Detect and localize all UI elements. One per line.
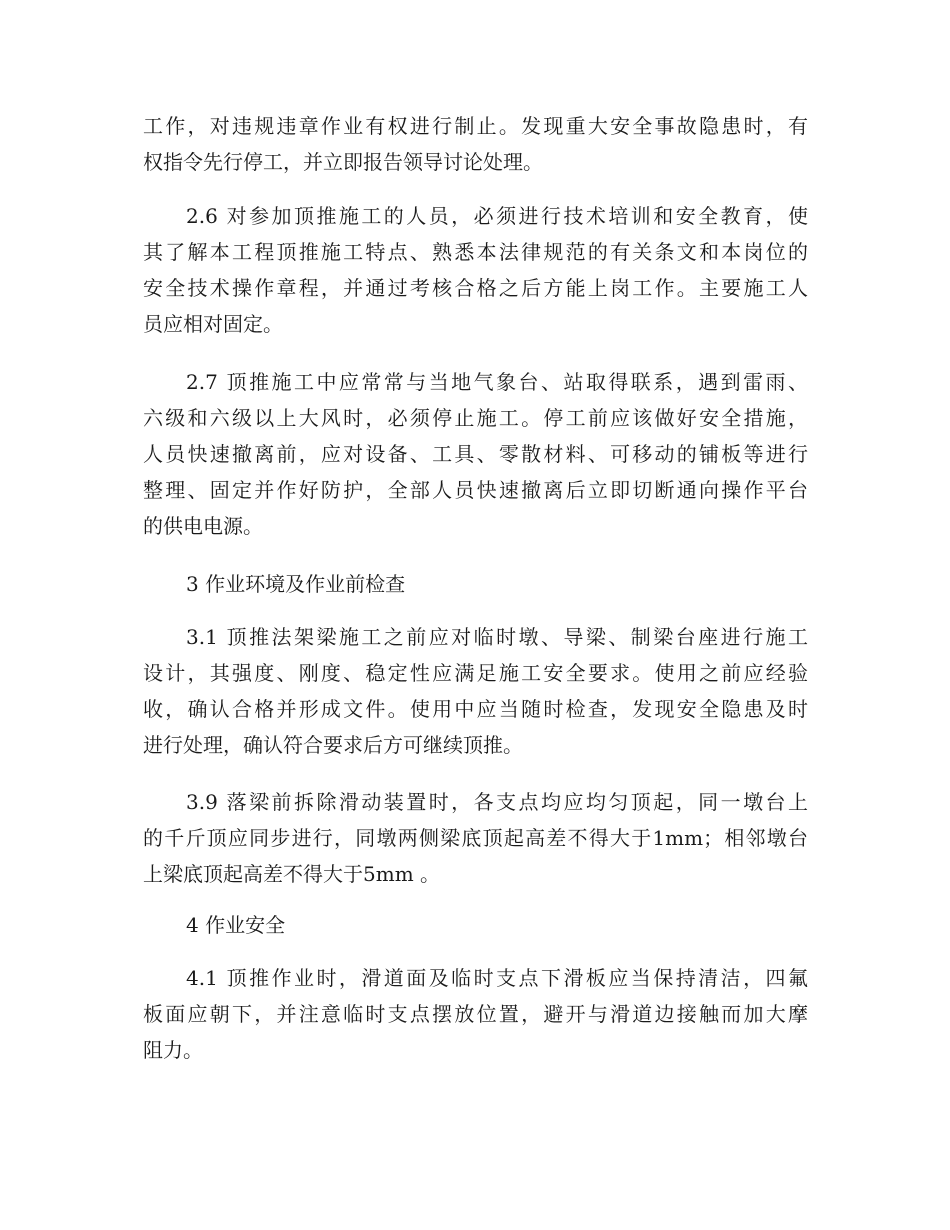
- text-line: 的千斤顶应同步进行，同墩两侧梁底顶起高差不得大于1mm；相邻墩台: [143, 826, 808, 850]
- text-line: 2.6 对参加顶推施工的人员，必须进行技术培训和安全教育，使: [186, 204, 808, 228]
- text-line: 阻力。: [143, 1038, 203, 1062]
- section-heading-4: [143, 907, 808, 943]
- paragraph-3-9: [143, 784, 808, 892]
- text-line: 3.9 落梁前拆除滑动装置时，各支点均应均匀顶起，同一墩台上: [186, 790, 808, 814]
- text-line: 整理、固定并作好防护，全部人员快速撤离后立即切断通向操作平台: [143, 478, 808, 502]
- section-heading: 3 作业环境及作业前检查: [186, 572, 406, 596]
- text-line: 3.1 顶推法架梁施工之前应对临时墩、导梁、制梁台座进行施工: [186, 625, 808, 649]
- section-heading-3: [143, 566, 808, 602]
- text-line: 员应相对固定。: [143, 312, 283, 336]
- text-line: 六级和六级以上大风时，必须停止施工。停工前应该做好安全措施，: [143, 406, 808, 430]
- text-line: 2.7 顶推施工中应常常与当地气象台、站取得联系，遇到雷雨、: [186, 370, 808, 394]
- text-line: 工作，对违规违章作业有权进行制止。发现重大安全事故隐患时，有: [143, 114, 808, 138]
- paragraph-2-6: [143, 198, 808, 342]
- text-line: 其了解本工程顶推施工特点、熟悉本法律规范的有关条文和本岗位的: [143, 240, 808, 264]
- text-line: 进行处理，确认符合要求后方可继续顶推。: [143, 733, 523, 757]
- text-line: 人员快速撤离前，应对设备、工具、零散材料、可移动的铺板等进行: [143, 442, 808, 466]
- text-line: 的供电电源。: [143, 514, 263, 538]
- paragraph-4-1: [143, 960, 808, 1068]
- text-line: 收，确认合格并形成文件。使用中应当随时检查，发现安全隐患及时: [143, 697, 808, 721]
- text-line: 安全技术操作章程，并通过考核合格之后方能上岗工作。主要施工人: [143, 276, 808, 300]
- paragraph-continuation: [143, 108, 808, 180]
- text-line: 上梁底顶起高差不得大于5mm 。: [143, 862, 441, 886]
- text-line: 4.1 顶推作业时，滑道面及临时支点下滑板应当保持清洁，四氟: [186, 966, 808, 990]
- paragraph-2-7: [143, 364, 808, 544]
- paragraph-3-1: [143, 619, 808, 763]
- text-line: 权指令先行停工，并立即报告领导讨论处理。: [143, 150, 543, 174]
- text-line: 设计，其强度、刚度、稳定性应满足施工安全要求。使用之前应经验: [143, 661, 808, 685]
- section-heading: 4 作业安全: [186, 913, 286, 937]
- text-line: 板面应朝下，并注意临时支点摆放位置，避开与滑道边接触而加大摩: [143, 1002, 808, 1026]
